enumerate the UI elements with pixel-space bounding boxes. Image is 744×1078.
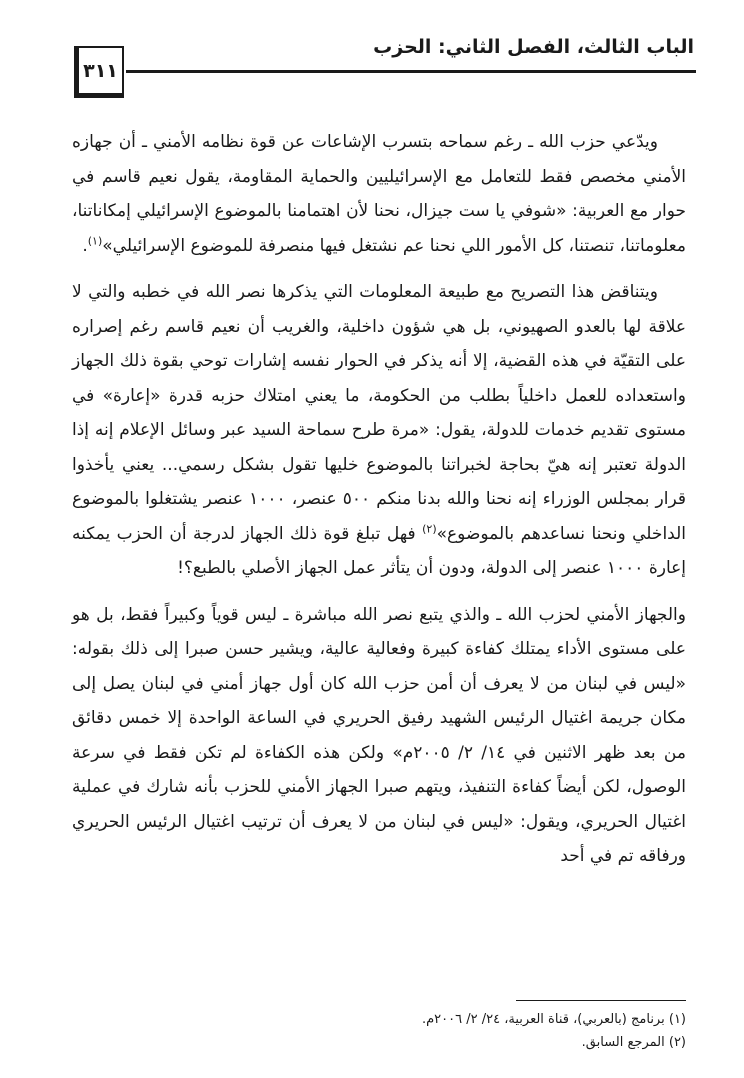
body-text: [72, 125, 686, 886]
paragraph-3: [72, 598, 686, 874]
header-rule: [126, 70, 696, 73]
paragraph-1: [72, 125, 686, 263]
page-number: ٣١١: [74, 46, 124, 98]
paragraph-3-text: والجهاز الأمني لحزب الله ـ والذي يتبع نصر الله مباشرة ـ ليس قوياً وكبيراً فقط، بل هو على مستوى الأداء يمتلك كفاءة كبيرة وفعالية عالية، ويشير حسن صبرا إلى ذلك بقوله: «ليس في لبنان من لا يعرف أن أمن حزب الله كان أول جهاز أمني في لبنان يصل إلى مكان جريمة اغتيال الرئيس الشهيد رفيق الحريري في الساعة الواحدة إلا خمس دقائق من بعد ظهر الاثنين في ١٤/ ٢/ ٢٠٠٥م» ولكن هذه الكفاءة لم تكن فقط في سرعة الوصول، لكن أيضاً كفاءة التنفيذ، ويتهم صبرا الجهاز الأمني للحزب بأنه شارك في عملية اغتيال الحريري، ويقول: «ليس في لبنان من لا يعرف أن ترتيب اغتيال الرئيس الحريري ورفاقه تم في أحد: [72, 604, 686, 866]
paragraph-1-text: ويدّعي حزب الله ـ رغم سماحه بتسرب الإشاعات عن قوة نظامه الأمني ـ أن جهازه الأمني مخصص فقط للتعامل مع الإسرائيليين والحماية المقاومة، يقول نعيم قاسم في حوار مع العربية: «شوفي يا ست جيزال، نحنا لأن اهتمامنا بالموضوع الإسرائيلي إمكاناتنا، معلوماتنا، تنصتنا، كل الأمور اللي نحنا عم نشتغل فيها منصرفة للموضوع الإسرائيلي»: [72, 132, 686, 256]
footnote-1: (١) برنامج (بالعربي)، قناة العربية، ٢٤/ ٢/ ٢٠٠٦م.: [421, 1012, 686, 1027]
running-header: الباب الثالث، الفصل الثاني: الحزب: [373, 36, 694, 58]
paragraph-2-text: ويتناقض هذا التصريح مع طبيعة المعلومات التي يذكرها نصر الله في خطبه والتي لا علاقة لها بالعدو الصهيوني، بل هي شؤون داخلية، والغريب أن نعيم قاسم رغم إصراره على التقيّة في هذه القضية، إلا أنه يذكر في الحوار نفسه إشارات توحي بقوة ذلك الجهاز واستعداده للعمل داخلياً بطلب من الحكومة، ما يعني امتلاك حزبه قدرة «إعارة» في مستوى تقديم خدمات للدولة، يقول: «مرة طرح سماحة السيد عبر وسائل الإعلام إنه إذا الدولة تعتبر إنه هيّ بحاجة لخبراتنا بالموضوع خليها تقول بشكل رسمي... يعني يأخذوا قرار بمجلس الوزراء إنه نحنا والله بدنا منكم ٥٠٠ عنصر، ١٠٠٠ عنصر يشتغلوا بالموضوع الداخلي ونحنا نساعدهم بالموضوع»: [72, 282, 686, 544]
footnote-2: (٢) المرجع السابق.: [581, 1035, 686, 1050]
paragraph-2-tail: فهل تبلغ قوة ذلك الجهاز لدرجة أن الحزب يمكنه إعارة ١٠٠٠ عنصر إلى الدولة، ودون أن يتأثر عمل الجهاز الأصلي بالطبع؟!: [72, 523, 686, 578]
paragraph-1-tail: .: [82, 235, 88, 256]
footnote-rule: [516, 1000, 686, 1001]
footnotes: [72, 1008, 686, 1054]
footnote-ref-2: (٢): [422, 521, 437, 535]
footnote-ref-1: (١): [87, 233, 103, 247]
paragraph-2: [72, 275, 686, 586]
